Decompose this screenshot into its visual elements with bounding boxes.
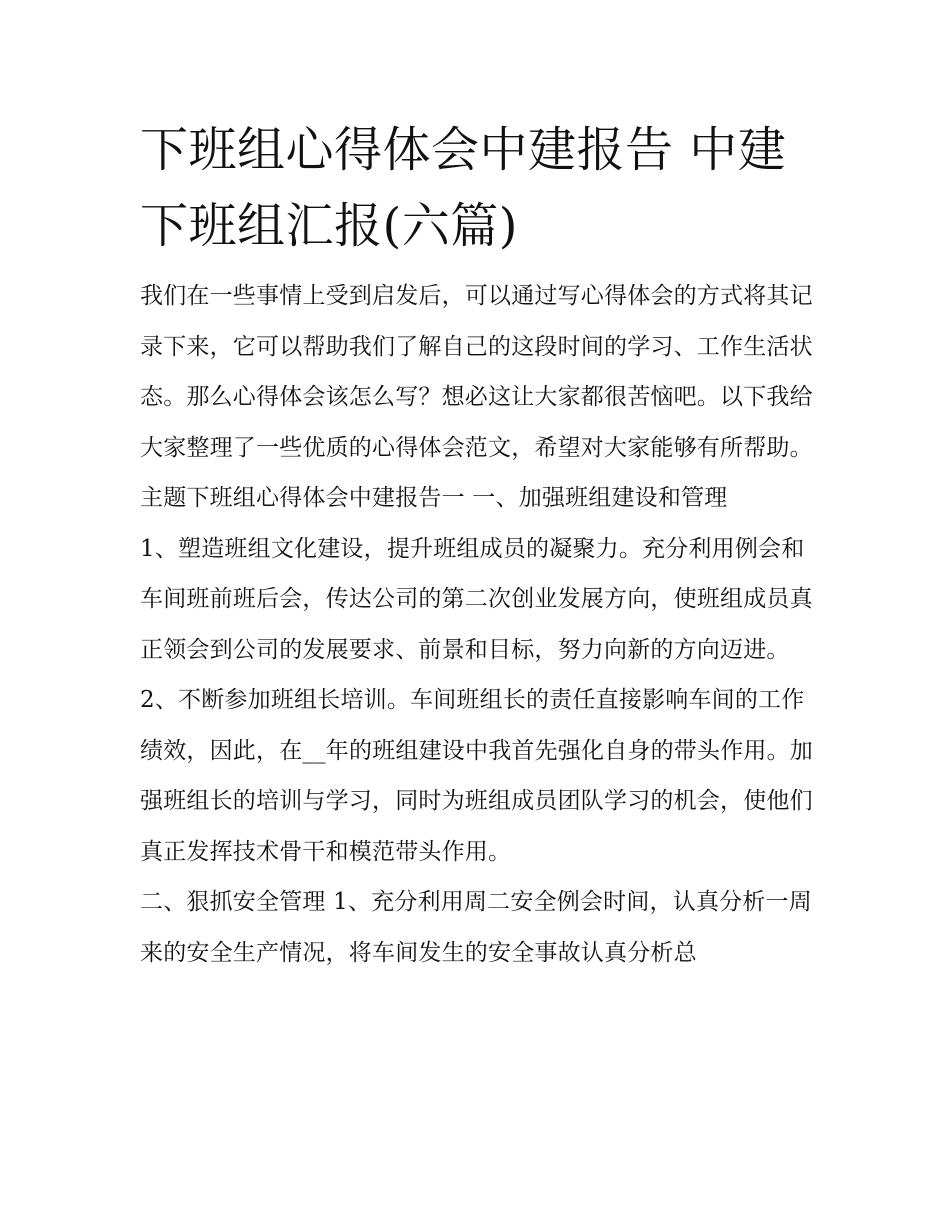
point-1-paragraph: 1、塑造班组文化建设，提升班组成员的凝聚力。充分利用例会和车间班前班后会，传达公司的第二次创业发展方向，使班组成员真正领会到公司的发展要求、前景和目标，努力向新的方向迈进。 (140, 535, 813, 663)
point-2-paragraph: 2、不断参加班组长培训。车间班组长的责任直接影响车间的工作绩效，因此，在__年的班组建设中我首先强化自身的带头作用。加强班组长的培训与学习，同时为班组成员团队学习的机会，使他们真正发挥技术骨干和模范带头作用。 (140, 687, 813, 865)
document-title: 下班组心得体会中建报告 中建下班组汇报(六篇) (140, 122, 787, 254)
document-body (140, 112, 820, 978)
safety-section-paragraph: 二、狠抓安全管理 1、充分利用周二安全例会时间，认真分析一周来的安全生产情况，将车间发生的安全事故认真分析总 (140, 889, 812, 966)
intro-paragraph: 我们在一些事情上受到启发后，可以通过写心得体会的方式将其记录下来，它可以帮助我们了解自己的这段时间的学习、工作生活状态。那么心得体会该怎么写？想必这让大家都很苦恼吧。以下我给大家整理了一些优质的心得体会范文，希望对大家能够有所帮助。 (140, 283, 813, 461)
section-heading-paragraph: 主题下班组心得体会中建报告一 一、加强班组建设和管理 (140, 485, 728, 511)
